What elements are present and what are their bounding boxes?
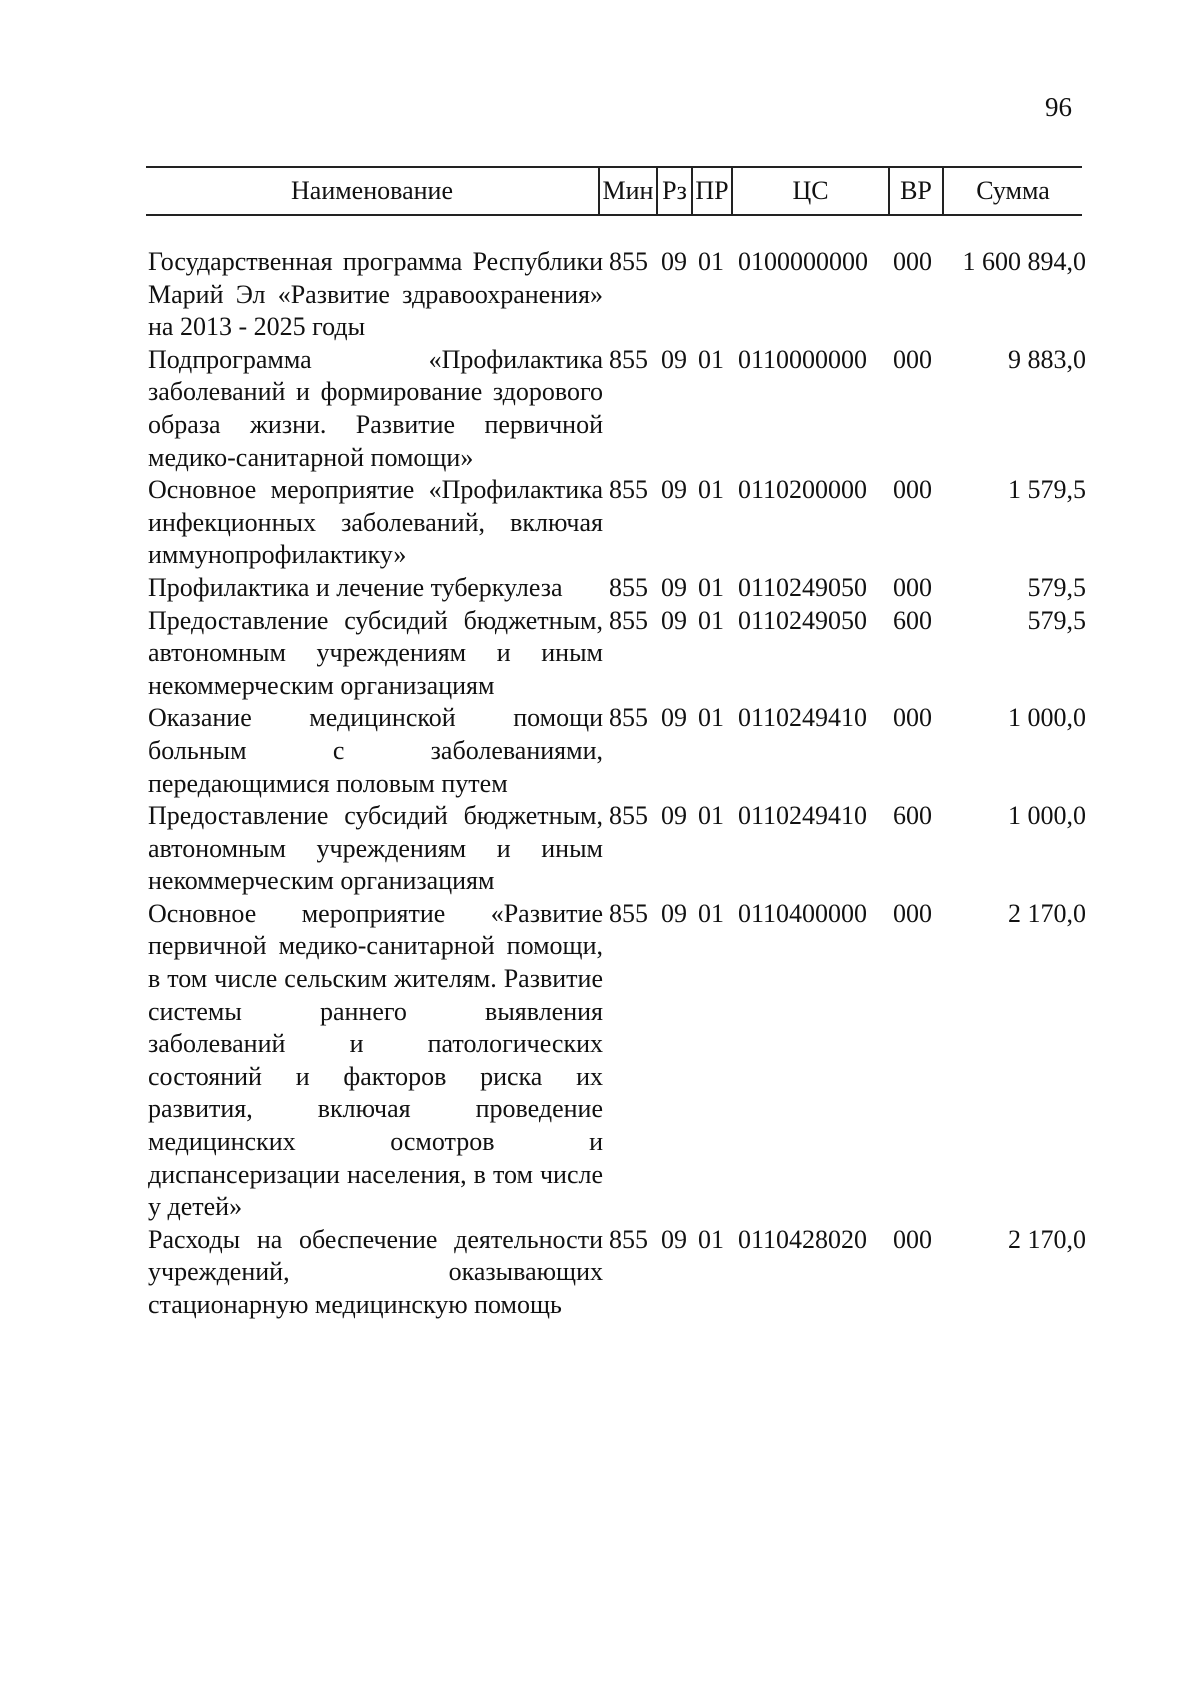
table-row [148, 605, 1086, 703]
row-rz: 09 [661, 605, 687, 635]
row-rz: 09 [661, 1224, 687, 1254]
row-rz: 09 [661, 898, 687, 928]
table-row [148, 246, 1086, 344]
row-name: Государственная программа Республики Марий Эл «Развитие здравоохранения» на 2013 - 2025 годы [148, 247, 603, 342]
row-name: Предоставление субсидий бюджетным, автономным учреждениям и иным некоммерческим организациям [148, 801, 603, 896]
row-sum: 1 000,0 [1008, 703, 1086, 733]
header-cs: ЦС [792, 176, 829, 205]
row-name: Профилактика и лечение туберкулеза [148, 572, 563, 602]
row-cs: 0100000000 [738, 247, 868, 276]
row-sum: 1 600 894,0 [962, 247, 1086, 276]
row-cs: 0110428020 [738, 1224, 868, 1254]
row-vr: 000 [893, 703, 932, 733]
row-name: Основное мероприятие «Развитие первичной медико-санитарной помощи, в том числе сельским жителям. Развитие системы раннего выявления заболеваний и патологических состояний и факторов риска их развития, включая проведение медицинских осмотров и диспансеризации населения, в том числе у детей» [148, 898, 603, 1222]
row-sum: 1 000,0 [1008, 801, 1086, 831]
row-cs: 0110249050 [738, 605, 868, 635]
row-pr: 01 [698, 247, 724, 276]
table-row [148, 800, 1086, 898]
header-pr: ПР [695, 176, 729, 205]
row-vr: 000 [893, 1224, 932, 1254]
row-cs: 0110000000 [738, 344, 868, 374]
row-min: 855 [609, 344, 648, 374]
row-cs: 0110249410 [738, 703, 868, 733]
row-sum: 579,5 [1027, 605, 1086, 635]
row-vr: 000 [893, 898, 932, 928]
header-min: Мин [602, 176, 654, 205]
row-pr: 01 [698, 344, 724, 374]
row-pr: 01 [698, 572, 724, 602]
row-pr: 01 [698, 703, 724, 733]
row-rz: 09 [661, 801, 687, 831]
row-pr: 01 [698, 801, 724, 831]
table-row [148, 702, 1086, 800]
table-row [148, 1224, 1086, 1322]
row-vr: 000 [893, 572, 932, 602]
row-min: 855 [609, 703, 648, 733]
row-vr: 000 [893, 247, 932, 276]
row-sum: 2 170,0 [1008, 1224, 1086, 1254]
row-pr: 01 [698, 898, 724, 928]
row-cs: 0110249050 [738, 572, 868, 602]
row-name: Основное мероприятие «Профилактика инфекционных заболеваний, включая иммунопрофилактику» [148, 475, 603, 570]
row-vr: 000 [893, 344, 932, 374]
page-number: 96 [1045, 92, 1072, 122]
row-rz: 09 [661, 247, 687, 276]
row-sum: 2 170,0 [1008, 898, 1086, 928]
table-row [148, 898, 1086, 1224]
row-min: 855 [609, 572, 648, 602]
row-min: 855 [609, 605, 648, 635]
row-pr: 01 [698, 1224, 724, 1254]
row-min: 855 [609, 1224, 648, 1254]
table-row [148, 474, 1086, 572]
row-rz: 09 [661, 572, 687, 602]
header-name: Наименование [291, 176, 453, 205]
header-vr: ВР [900, 176, 932, 205]
row-name: Предоставление субсидий бюджетным, автономным учреждениям и иным некоммерческим организациям [148, 605, 603, 700]
row-name: Расходы на обеспечение деятельности учреждений, оказывающих стационарную медицинскую помощь [148, 1224, 603, 1319]
row-min: 855 [609, 801, 648, 831]
row-min: 855 [609, 247, 648, 276]
table-row [148, 572, 1086, 605]
row-sum: 579,5 [1027, 572, 1086, 602]
row-cs: 0110200000 [738, 475, 868, 505]
row-rz: 09 [661, 475, 687, 505]
row-vr: 600 [893, 605, 932, 635]
row-min: 855 [609, 475, 648, 505]
table-body [148, 246, 1086, 1322]
row-cs: 0110249410 [738, 801, 868, 831]
row-vr: 000 [893, 475, 932, 505]
table-header [146, 166, 1082, 216]
row-min: 855 [609, 898, 648, 928]
row-sum: 9 883,0 [1008, 344, 1086, 374]
header-sum: Сумма [976, 176, 1050, 205]
header-rz: Рз [662, 176, 687, 205]
row-rz: 09 [661, 703, 687, 733]
row-rz: 09 [661, 344, 687, 374]
row-pr: 01 [698, 605, 724, 635]
row-name: Оказание медицинской помощи больным с заболеваниями, передающимися половым путем [148, 703, 603, 798]
table-row [148, 344, 1086, 474]
row-cs: 0110400000 [738, 898, 868, 928]
row-vr: 600 [893, 801, 932, 831]
row-name: Подпрограмма «Профилактика заболеваний и формирование здорового образа жизни. Развитие первичной медико-санитарной помощи» [148, 344, 603, 472]
row-sum: 1 579,5 [1008, 475, 1086, 505]
row-pr: 01 [698, 475, 724, 505]
